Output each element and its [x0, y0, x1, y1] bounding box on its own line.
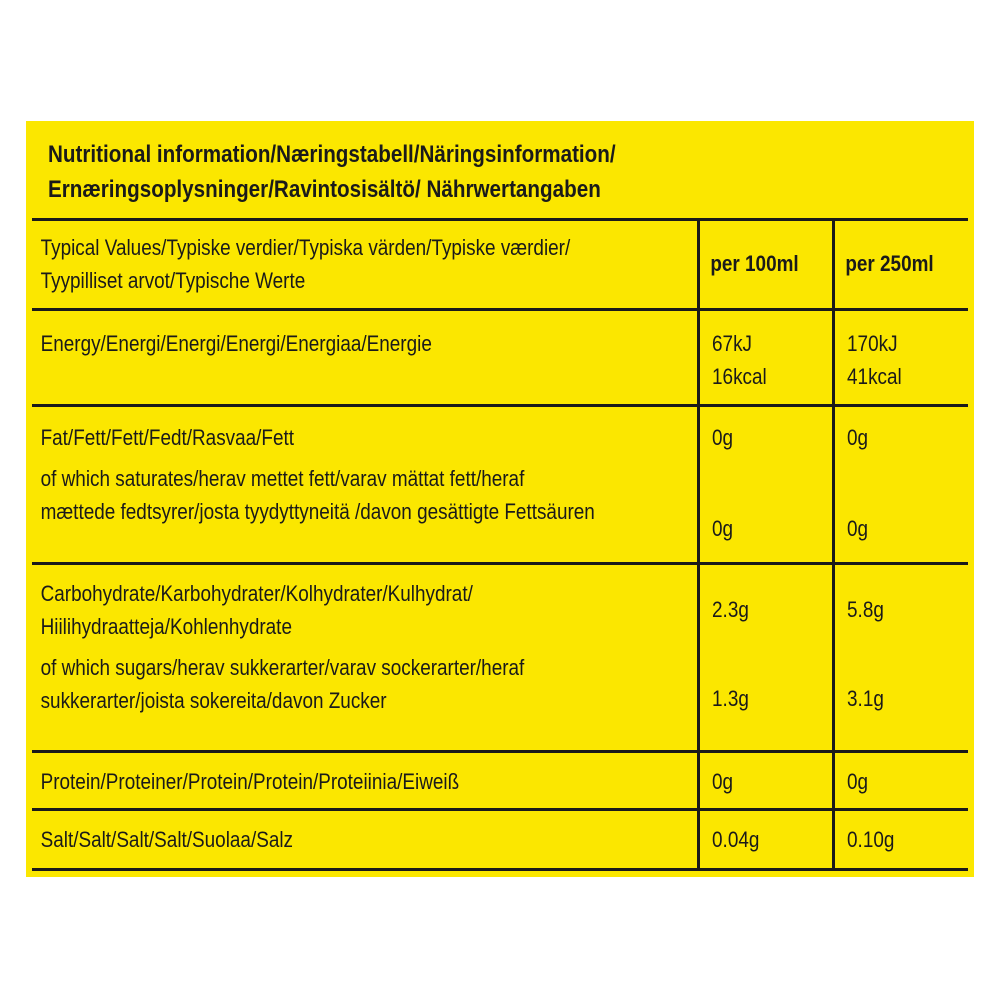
- fat-col1-cell: [698, 406, 833, 564]
- sugars-col1-value: 1.3g: [711, 686, 749, 711]
- fat-col1-value: 0g: [711, 425, 733, 450]
- salt-label-cell: [32, 810, 698, 870]
- protein-col1-value: 0g: [711, 769, 733, 794]
- protein-label: Protein/Proteiner/Protein/Protein/Proteiinia/Eiweiß: [40, 769, 460, 794]
- carbohydrate-label-line-1: Carbohydrate/Karbohydrater/Kolhydrater/Kulhydrat/: [40, 581, 473, 606]
- salt-col2-value: 0.10g: [846, 827, 894, 852]
- carbohydrate-col2-cell: [833, 564, 968, 752]
- table-row-salt: [32, 810, 968, 870]
- header-label-line-2: Tyypilliset arvot/Typische Werte: [40, 268, 306, 293]
- fat-col2-cell: [833, 406, 968, 564]
- table-row-fat: [32, 406, 968, 564]
- protein-col2-value: 0g: [846, 769, 868, 794]
- fat-col2-value: 0g: [846, 425, 868, 450]
- energy-col1-kcal: 16kcal: [711, 364, 767, 389]
- col-per-250ml-label: per 250ml: [844, 251, 934, 276]
- table-row-energy: [32, 310, 968, 406]
- energy-label: Energy/Energi/Energi/Energi/Energiaa/Energie: [40, 331, 432, 356]
- title-line-1: Nutritional information/Næringstabell/Näringsinformation/: [48, 141, 616, 168]
- carbohydrate-col1-value: 2.3g: [711, 597, 749, 622]
- fat-saturates-line-2: mættede fedtsyrer/josta tyydyttyneitä /davon gesättigte Fettsäuren: [40, 499, 595, 524]
- table-header-row: [32, 220, 968, 310]
- salt-col2-cell: [833, 810, 968, 870]
- energy-col1-cell: [698, 310, 833, 406]
- col-per-100ml-label: per 100ml: [709, 251, 799, 276]
- panel-title: [48, 137, 822, 207]
- nutrition-panel: [26, 121, 974, 877]
- fat-saturates-line-1: of which saturates/herav mettet fett/varav mättat fett/heraf: [40, 466, 525, 491]
- table-row-carbohydrate: [32, 564, 968, 752]
- energy-col1-kj: 67kJ: [711, 331, 752, 356]
- fat-saturates-col2-value: 0g: [846, 516, 868, 541]
- protein-col1-cell: [698, 752, 833, 810]
- salt-label: Salt/Salt/Salt/Salt/Suolaa/Salz: [40, 827, 294, 852]
- carbohydrate-col2-value: 5.8g: [846, 597, 884, 622]
- carbohydrate-label-line-2: Hiilihydraatteja/Kohlenhydrate: [40, 614, 292, 639]
- header-col-per-100ml: [698, 220, 833, 310]
- fat-label: Fat/Fett/Fett/Fedt/Rasvaa/Fett: [40, 425, 295, 450]
- carbohydrate-col1-cell: [698, 564, 833, 752]
- header-col-per-250ml: [833, 220, 968, 310]
- energy-col2-kcal: 41kcal: [846, 364, 902, 389]
- energy-label-cell: [32, 310, 698, 406]
- nutrition-table: [32, 218, 968, 871]
- energy-col2-cell: [833, 310, 968, 406]
- sugars-col2-value: 3.1g: [846, 686, 884, 711]
- table-row-protein: [32, 752, 968, 810]
- header-label-line-1: Typical Values/Typiske verdier/Typiska värden/Typiske værdier/: [40, 235, 571, 260]
- fat-label-cell: [32, 406, 698, 564]
- salt-col1-cell: [698, 810, 833, 870]
- fat-saturates-col1-value: 0g: [711, 516, 733, 541]
- protein-col2-cell: [833, 752, 968, 810]
- sugars-label-line-1: of which sugars/herav sukkerarter/varav sockerarter/heraf: [40, 655, 525, 680]
- energy-col2-kj: 170kJ: [846, 331, 898, 356]
- sugars-label-line-2: sukkerarter/joista sokereita/davon Zucker: [40, 688, 387, 713]
- carbohydrate-label-cell: [32, 564, 698, 752]
- title-line-2: Ernæringsoplysninger/Ravintosisältö/ Nährwertangaben: [48, 176, 601, 203]
- salt-col1-value: 0.04g: [711, 827, 759, 852]
- header-label-cell: [32, 220, 698, 310]
- protein-label-cell: [32, 752, 698, 810]
